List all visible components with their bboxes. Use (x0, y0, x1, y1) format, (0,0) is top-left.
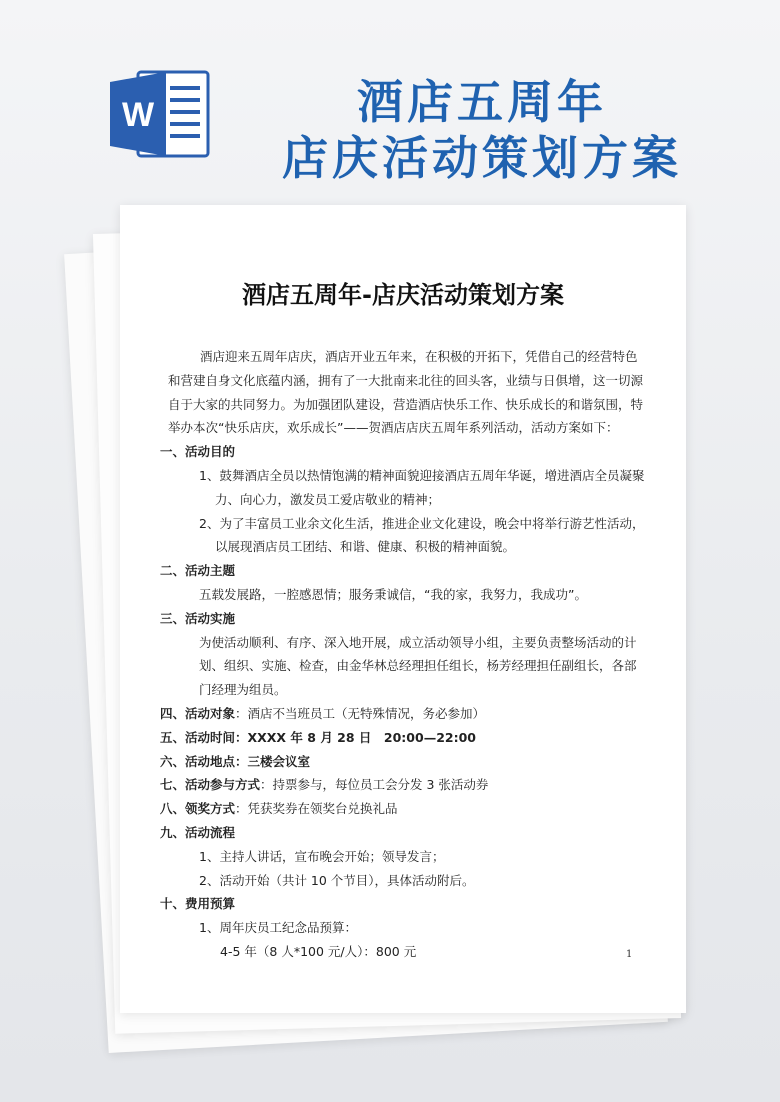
section-line (160, 773, 646, 797)
list-item: 1、主持人讲话，宣布晚会开始；领导发言； (199, 848, 445, 864)
list-item: 1、鼓舞酒店全员以热情饱满的精神面貌迎接酒店五周年华诞，增进酒店全员凝聚力、向心力，激发员工爱店敬业的精神； (199, 467, 645, 507)
section-text: 五载发展路，一腔感恩情；服务秉诚信，“我的家，我努力，我成功”。 (199, 586, 587, 602)
document-body (160, 345, 646, 964)
intro-paragraph: 酒店迎来五周年店庆，酒店开业五年来，在积极的开拓下，凭借自己的经营特色和营建自身文化底蕴内涵，拥有了一大批南来北往的回头客，业绩与日俱增，这一切源自于大家的共同努力。为加强团队建设，营造酒店快乐工作、快乐成长的和谐氛围，特举办本次“快乐店庆，欢乐成长”——贺酒店店庆五周年系列活动，活动方案如下： (168, 349, 644, 436)
section-text: 为使活动顺利、有序、深入地开展，成立活动领导小组，主要负责整场活动的计划、组织、实施、检查，由金华林总经理担任组长，杨芳经理担任副组长，各部门经理为组员。 (199, 634, 637, 698)
section-label: 四、活动对象 (160, 705, 236, 721)
hero-title-line1: 酒店五周年 (357, 75, 607, 129)
list-item: 1、周年庆员工纪念品预算： (199, 920, 357, 936)
section-label: 八、领奖方式 (160, 801, 236, 817)
section-heading: 三、活动实施 (160, 610, 236, 626)
section-heading: 一、活动目的 (160, 444, 236, 460)
section-heading: 二、活动主题 (160, 563, 236, 579)
section-value: ：三楼会议室 (235, 753, 311, 769)
section-value: ：XXXX 年 8 月 28 日 20:00—22:00 (235, 729, 476, 745)
list-item: 2、为了丰富员工业余文化生活，推进企业文化建设，晚会中将举行游艺性活动，以展现酒店员工团结、和谐、健康、积极的精神面貌。 (199, 515, 645, 555)
section-line (160, 702, 646, 726)
section-label: 六、活动地点 (160, 753, 236, 769)
section-value: ：持票参与，每位员工会分发 3 张活动券 (260, 777, 489, 793)
section-label: 五、活动时间 (160, 729, 236, 745)
page-number: 1 (626, 949, 633, 960)
section-line (160, 797, 646, 821)
hero-title (222, 74, 742, 186)
word-letter: W (121, 96, 155, 134)
list-item-detail: 4-5 年（8 人*100 元/人）：800 元 (220, 943, 417, 959)
list-item: 2、活动开始（共计 10 个节目），具体活动附后。 (199, 872, 475, 888)
section-value: ：酒店不当班员工（无特殊情况，务必参加） (235, 705, 486, 721)
section-line (160, 726, 646, 750)
document-title: 酒店五周年-店庆活动策划方案 (242, 281, 564, 309)
section-value: ：凭获奖券在领奖台兑换礼品 (235, 801, 398, 817)
word-document-icon (108, 68, 212, 160)
section-heading: 十、费用预算 (160, 896, 236, 912)
document-page (120, 205, 686, 1013)
section-label: 七、活动参与方式 (160, 777, 261, 793)
section-line (160, 750, 646, 774)
section-heading: 九、活动流程 (160, 824, 236, 840)
hero-title-line2: 店庆活动策划方案 (282, 131, 682, 185)
